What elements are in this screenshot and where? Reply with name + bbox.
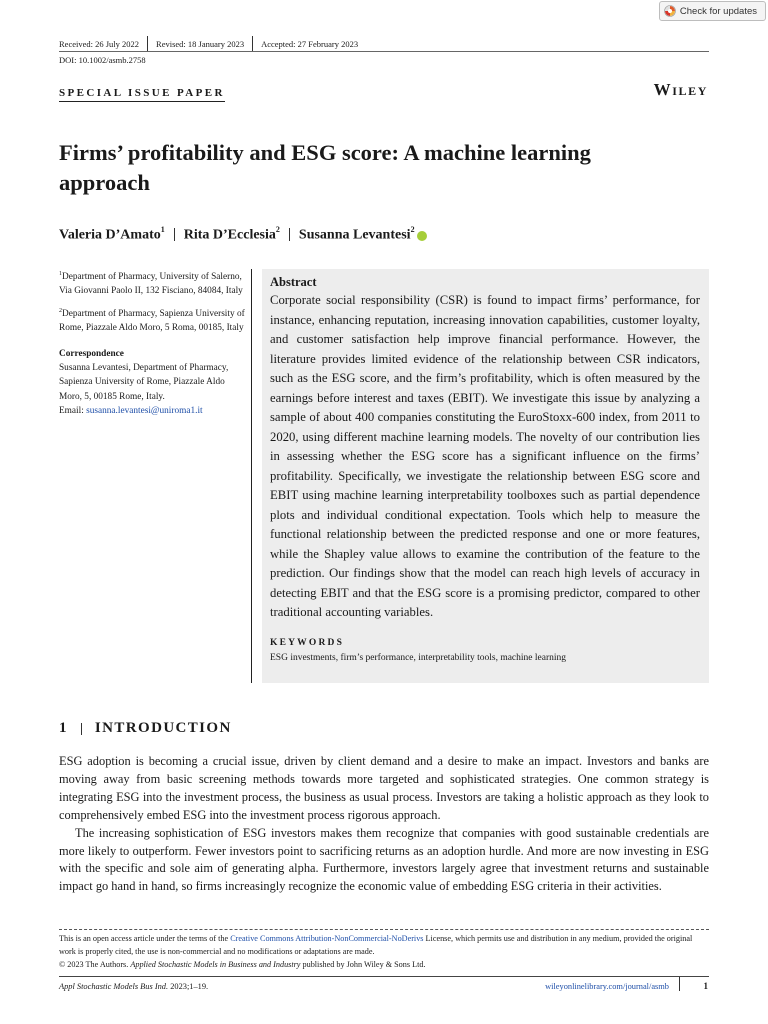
abstract-heading: Abstract [270,275,317,289]
page-number: 1 [703,981,708,991]
affiliations [59,267,249,418]
affiliation: $^2$Department of Pharmacy, Sapienza University of Rome, Piazzale Aldo Moro, 5 Roma, 00185, Italy [59,307,245,333]
section-body [59,753,709,896]
received-date: Received: 26 July 2022 [59,39,140,49]
footer-rule [59,976,709,977]
article-type: SPECIAL ISSUE PAPER [59,87,225,102]
correspondence-heading: Correspondence [59,349,124,359]
journal-url-link[interactable]: wileyonlinelibrary.com/journal/asmb [545,982,669,991]
publisher-logo[interactable]: Wiley [653,80,708,99]
section-separator [81,723,82,735]
journal-citation: Appl Stochastic Models Bus Ind. 2023;1–19. [59,982,209,991]
section-title: INTRODUCTION [94,720,232,736]
column-divider [251,269,252,683]
author[interactable]: Rita D’Ecclesia$^2$ [183,225,280,243]
author-list [59,226,427,244]
section-heading [59,720,232,737]
correspondence-email-line: Email: susanna.levantesi@uniroma1.it [59,405,203,416]
license-statement: This is an open access article under the terms of the Creative Commons Attribution-NonCommercial-NoDerivs License, which permits use and distribution in any medium, provided the original work is properly cited, the use is non-commercial and no modifications or adaptations are made. [59,934,693,956]
copyright-statement: © 2023 The Authors. Applied Stochastic Models in Business and Industry published by John Wiley & Sons Ltd. [59,959,426,969]
license-link[interactable]: Creative Commons Attribution-NonCommercial-NoDerivs [230,934,424,943]
crossmark-icon [664,5,676,17]
author[interactable]: Valeria D’Amato$^1$ [59,225,165,243]
accepted-date: Accepted: 27 February 2023 [261,39,359,49]
section-number: 1 [59,720,68,736]
abstract-text: Corporate social responsibility (CSR) is found to impact firms’ performance, for instance, enhancing reputation, increasing innovation capabilities, customer loyalty, and customer satisfaction help improve financial performance. However, the literature provides limited evidence of the relationship between CSR indicators, such as the ESG score, and the firm’s profitability, which is often measured by the earnings before interest and taxes (EBIT). We investigate this issue by analyzing a sample of about 400 companies constituting the EuroStoxx-600 index, from 2011 to 2020, using different machine learning models. The novelty of our contribution lies in assessing whether the ESG score has a significant influence on the firms’ profitability. Specifically, we investigate the relationship between ESG score and EBIT using machine learning interpretability toolboxes such as partial dependence plots and individual conditional expectation. Tools which help to measure the functional relationship between the predicted response and one or more features, while the Shapley value allows to examine the contribution of the feature to the prediction. Our findings show that the model can reach high levels of accuracy in detecting EBIT and that the ESG score is a promising predictor, compared to other traditional accounting variables. [270,293,700,619]
doi[interactable]: DOI: 10.1002/asmb.2758 [59,55,146,65]
keywords-list: ESG investments, firm’s performance, interpretability tools, machine learning [270,652,567,663]
orcid-icon[interactable] [417,231,427,241]
affiliation: $^1$Department of Pharmacy, University of Salerno, Via Giovanni Paolo II, 132 Fisciano, 84084, Italy [59,271,243,297]
publication-dates [59,36,358,52]
paper-title: Firms’ profitability and ESG score: A machine learning approach [59,140,591,195]
footer-separator [679,977,680,991]
date-separator [147,36,148,52]
author-separator [289,228,290,241]
author[interactable]: Susanna Levantesi$^2$ [298,225,415,243]
date-separator [252,36,253,52]
license-footnote [59,933,709,971]
abstract-box [262,269,709,683]
paragraph: ESG adoption is becoming a crucial issue, driven by client demand and a desire to make an impact. Investors and banks are moving away from basic screening methods towards more targeted and sophisticated strategies. One common strategy is integrating ESG into the investment process, the business as usual process. Investors are taking a holistic approach as they look to comprehensively embed ESG into the investment process rigorous approach. [59,754,709,822]
revised-date: Revised: 18 January 2023 [156,39,245,49]
footnote-divider [59,929,709,930]
paragraph: The increasing sophistication of ESG investors makes them recognize that companies with good sustainable credentials are more likely to outperform. Fewer investors point to sacrificing returns as an adoption hurdle. And more are now investing in ESG with the specific and sole aim of generating alpha. Furthermore, investors largely agree that investment returns and sustainable impact go hand in hand, so firms increasingly recognize the economic value of embedding ESG criteria in their activities. [59,825,709,894]
keywords-heading: KEYWORDS [270,637,345,648]
correspondence-text: Susanna Levantesi, Department of Pharmacy, Sapienza University of Rome, Piazzale Aldo Moro, 5, 00185 Rome, Italy. [59,363,229,402]
check-for-updates-button[interactable] [659,1,766,21]
header-rule [59,51,709,52]
check-for-updates-label: Check for updates [679,5,757,17]
correspondence-email-link[interactable]: susanna.levantesi@uniroma1.it [86,405,203,416]
author-separator [174,228,175,241]
